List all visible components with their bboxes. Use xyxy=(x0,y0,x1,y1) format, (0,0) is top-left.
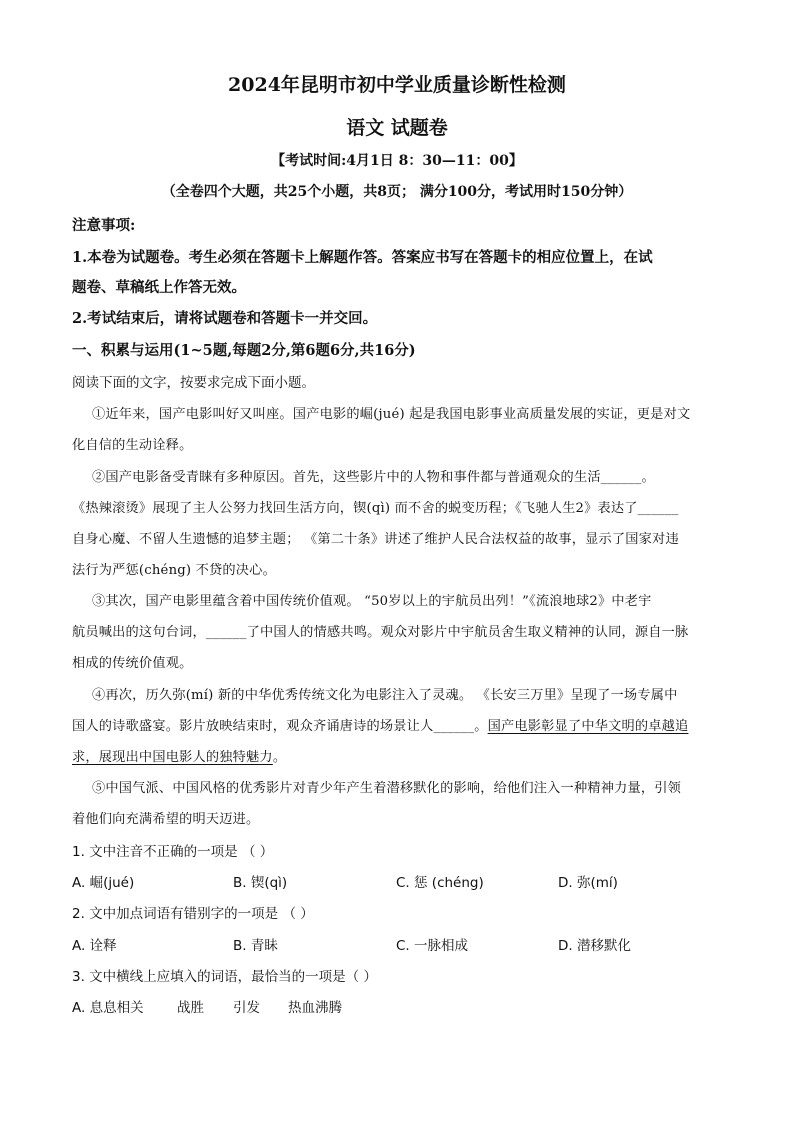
passage-p3-line-1: ③其次，国产电影里蕴含着中国传统价值观。 “50岁以上的宇航员出列！”《流浪地球2》中老宇 xyxy=(92,594,652,609)
passage-p4-line-3-end: 。 xyxy=(272,750,287,765)
passage-p4-line-2 xyxy=(72,715,722,734)
passage-p4-line-3 xyxy=(72,746,722,765)
question-1-option-b: B. 锲(qì) xyxy=(233,875,288,891)
question-1-option-a: A. 崛(jué) xyxy=(72,875,135,891)
question-1-option-c: C. 惩 (chéng) xyxy=(396,875,484,891)
notice-item-1-line-1: 1.本卷为试题卷。考生必须在答题卡上解题作答。答案应书写在答题卡的相应位置上，在试 xyxy=(72,249,653,266)
question-3-option-a-word-2: 战胜 xyxy=(177,1000,204,1016)
underlined-sentence-part-1: 国产电影彰显了中华文明的卓越追 xyxy=(487,719,689,734)
passage-p3-line-2: 航员喊出的这句台词，______了中国人的情感共鸣。观众对影片中宇航员舍生取义精神的认同，源自一脉 xyxy=(72,625,689,640)
passage-p2-line-2: 《热辣滚烫》展现了主人公努力找回生活方向，锲(qì) 而不舍的蜕变历程；《飞驰人生2》表达了______ xyxy=(72,501,679,516)
passage-p5-line-1: ⑤中国气派、中国风格的优秀影片对青少年产生着潜移默化的影响，给他们注入一种精神力量，引领 xyxy=(92,781,682,796)
passage-p1-line-2: 化自信的生动诠释。 xyxy=(72,438,193,453)
question-2-option-b: B. 青眛 xyxy=(233,938,278,954)
notice-item-1-line-2: 题卷、草稿纸上作答无效。 xyxy=(72,279,246,296)
passage-p4-line-2-text: 国人的诗歌盛宴。影片放映结束时，观众齐诵唐诗的场景让人______。 xyxy=(72,719,488,734)
question-1-option-d: D. 弥(mí) xyxy=(558,875,618,891)
question-2-option-a: A. 诠释 xyxy=(72,938,117,954)
exam-subtitle: 语文 试题卷 xyxy=(346,117,448,139)
question-3-option-a-word-1: A. 息息相关 xyxy=(72,1000,144,1016)
question-3-option-a-word-4: 热血沸腾 xyxy=(288,1000,342,1016)
question-1-stem: 1. 文中注音不正确的一项是 （ ） xyxy=(72,844,274,860)
question-2-stem: 2. 文中加点词语有错别字的一项是 （ ） xyxy=(72,906,314,922)
question-3-option-a-word-3: 引发 xyxy=(233,1000,260,1016)
passage-p5-line-2: 着他们向充满希望的明天迈进。 xyxy=(72,812,260,827)
section-1-heading: 一、积累与运用(1~5题,每题2分,第6题6分,共16分) xyxy=(72,342,416,359)
passage-p2-line-1: ②国产电影备受青睐有多种原因。首先，这些影片中的人物和事件都与普通观众的生活______。 xyxy=(92,470,655,485)
passage-p2-line-3: 自身心魔、不留人生遗憾的追梦主题； 《第二十条》讲述了维护人民合法权益的故事，显示了国家对违 xyxy=(72,532,679,547)
question-3-stem: 3. 文中横线上应填入的词语，最恰当的一项是（ ） xyxy=(72,969,377,985)
notice-heading: 注意事项: xyxy=(72,217,136,234)
question-2-option-d: D. 潜移默化 xyxy=(558,938,631,954)
passage-p1-line-1: ①近年来，国产电影叫好又叫座。国产电影的崛(jué) 起是我国电影事业高质量发展的实证，更是对文 xyxy=(92,407,691,422)
underlined-sentence-part-2: 求，展现出中国电影人的独特魅力 xyxy=(72,750,273,765)
question-2-option-c: C. 一脉相成 xyxy=(396,938,469,954)
passage-p4-line-1: ④再次，历久弥(mí) 新的中华优秀传统文化为电影注入了灵魂。 《长安三万里》呈现了一场专属中 xyxy=(92,688,678,703)
passage-p2-line-4: 法行为严惩(chéng) 不贷的决心。 xyxy=(72,563,276,578)
exam-title: 2024年昆明市初中学业质量诊断性检测 xyxy=(228,74,566,96)
exam-time: 【考试时间:4月1日 8：30—11：00】 xyxy=(271,153,523,169)
passage-p3-line-3: 相成的传统价值观。 xyxy=(72,656,193,671)
exam-info: （全卷四个大题，共25个小题，共8页； 满分100分，考试用时150分钟） xyxy=(161,184,633,200)
section-1-instruction: 阅读下面的文字，按要求完成下面小题。 xyxy=(72,375,315,391)
notice-item-2: 2.考试结束后，请将试题卷和答题卡一并交回。 xyxy=(72,310,378,327)
